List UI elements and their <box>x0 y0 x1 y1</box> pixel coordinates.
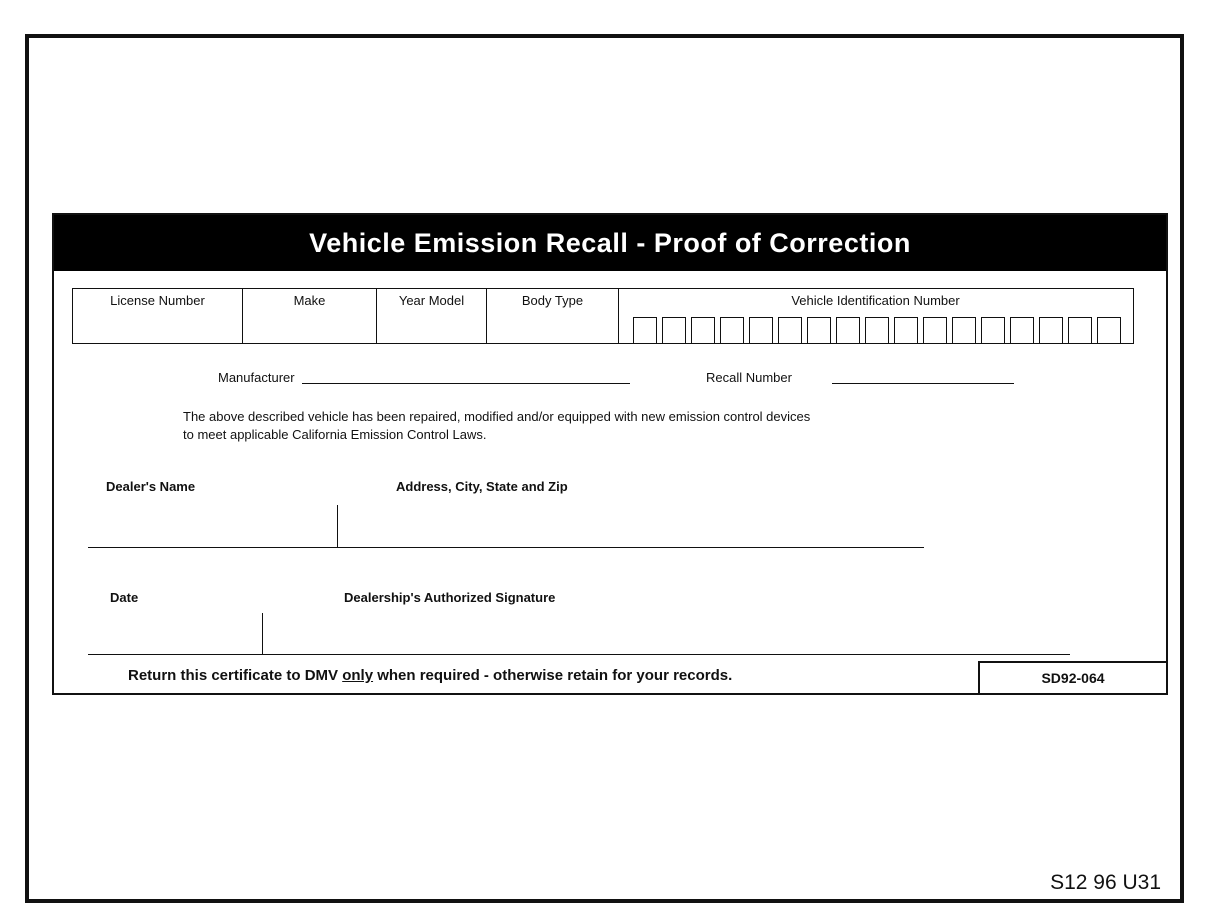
statement-line-1: The above described vehicle has been repaired, modified and/or equipped with new emission control devices <box>183 409 811 424</box>
vin-character-box[interactable] <box>923 317 947 343</box>
vin-character-box[interactable] <box>894 317 918 343</box>
vin-character-box[interactable] <box>662 317 686 343</box>
vin-character-box[interactable] <box>1097 317 1121 343</box>
vin-character-box[interactable] <box>865 317 889 343</box>
year-model-label: Year Model <box>398 293 465 308</box>
vin-character-box[interactable] <box>952 317 976 343</box>
return-instructions <box>128 667 732 684</box>
footer-only-text: only <box>342 667 374 684</box>
form-code-box <box>978 661 1168 695</box>
footer-text-after: when required - otherwise retain for your records. <box>373 667 733 684</box>
footer-text-before: Return this certificate to DMV <box>128 667 343 684</box>
vin-character-box[interactable] <box>1039 317 1063 343</box>
date-signature-line[interactable] <box>88 654 1070 655</box>
vehicle-info-table <box>72 288 1134 344</box>
statement-line-2: to meet applicable California Emission Control Laws. <box>183 427 487 442</box>
license-number-cell[interactable] <box>73 289 243 343</box>
manufacturer-field[interactable] <box>302 383 630 384</box>
vin-character-box[interactable] <box>720 317 744 343</box>
vin-character-box[interactable] <box>749 317 773 343</box>
signature-label: Dealership's Authorized Signature <box>344 590 556 605</box>
body-type-label: Body Type <box>521 293 584 308</box>
dealer-address-line[interactable] <box>88 547 924 548</box>
vin-character-box[interactable] <box>778 317 802 343</box>
vin-cell <box>619 289 1132 343</box>
vin-label: Vehicle Identification Number <box>791 293 960 308</box>
vin-character-box[interactable] <box>836 317 860 343</box>
certification-statement <box>183 408 810 444</box>
vin-character-box[interactable] <box>1010 317 1034 343</box>
make-cell[interactable] <box>243 289 377 343</box>
make-label: Make <box>293 293 326 308</box>
vin-boxes <box>633 317 1126 343</box>
license-number-label: License Number <box>110 293 205 308</box>
form-title: Vehicle Emission Recall - Proof of Correction <box>54 215 1166 271</box>
date-signature-divider <box>262 613 263 655</box>
vin-character-box[interactable] <box>691 317 715 343</box>
recall-number-field[interactable] <box>832 383 1014 384</box>
form-code: SD92-064 <box>1041 670 1105 686</box>
vin-character-box[interactable] <box>1068 317 1092 343</box>
manufacturer-label: Manufacturer <box>218 370 295 385</box>
recall-number-label: Recall Number <box>706 370 792 385</box>
dealer-address-divider <box>337 505 338 548</box>
page-code: S12 96 U31 <box>1050 871 1161 894</box>
date-label: Date <box>110 590 139 605</box>
dealers-name-label: Dealer's Name <box>106 479 196 494</box>
address-label: Address, City, State and Zip <box>396 479 568 494</box>
vin-character-box[interactable] <box>981 317 1005 343</box>
year-model-cell[interactable] <box>377 289 487 343</box>
vin-character-box[interactable] <box>807 317 831 343</box>
vin-character-box[interactable] <box>633 317 657 343</box>
recall-certificate <box>52 213 1168 695</box>
body-type-cell[interactable] <box>487 289 619 343</box>
